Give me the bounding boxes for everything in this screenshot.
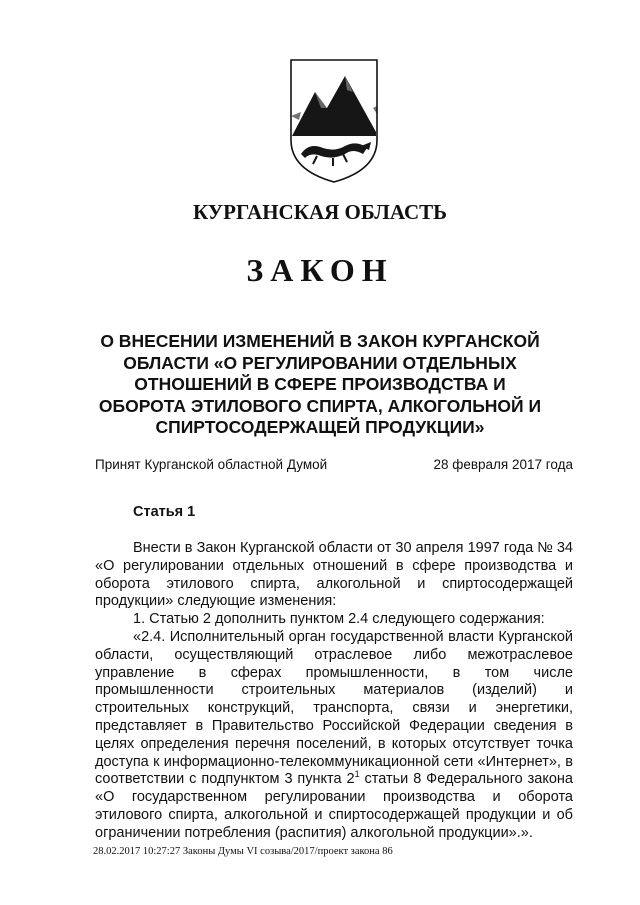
article-intro: Внести в Закон Курганской области от 30 апреля 1997 года № 34 «О регулировании отдельных отношений в сфере производства и оборота этилового спирта, алкогольной и спиртосодержащей продукции» следующие изменения:	[95, 540, 573, 610]
adopted-by: Принят Курганской областной Думой	[95, 457, 328, 472]
article-heading: Статья 1	[133, 504, 196, 520]
region-name: КУРГАНСКАЯ ОБЛАСТЬ	[192, 200, 448, 224]
adoption-date: 28 февраля 2017 года	[433, 457, 573, 472]
document-type-heading: ЗАКОН	[246, 252, 394, 288]
amendment-text	[95, 629, 573, 843]
article-item-1: 1. Статью 2 дополнить пунктом 2.4 следующего содержания:	[133, 611, 545, 628]
amendment-superscript: 1	[354, 769, 360, 780]
law-title: О ВНЕСЕНИИ ИЗМЕНЕНИЙ В ЗАКОН КУРГАНСКОЙ ОБЛАСТИ «О РЕГУЛИРОВАНИИ ОТДЕЛЬНЫХ ОТНОШЕНИЙ В СФЕРЕ ПРОИЗВОДСТВА И ОБОРОТА ЭТИЛОВОГО СПИРТА, АЛКОГОЛЬНОЙ И СПИРТОСОДЕРЖАЩЕЙ ПРОДУКЦИИ»	[98, 331, 542, 437]
amendment-text-part2: статьи 8 Федерального закона «О государственном регулировании производства и оборота этилового спирта, алкогольной и спиртосодержащей продукции и об ограничении потребления (распития) алкогольной продукции».».	[95, 771, 573, 841]
footer-stamp: 28.02.2017 10:27:27 Законы Думы VI созыва/2017/проект закона 86	[93, 846, 393, 857]
coat-of-arms-icon	[287, 56, 381, 184]
amendment-text-part1: «2.4. Исполнительный орган государственной власти Курганской области, осуществляющий отраслевое либо межотраслевое управление в сферах промышленности, в том числе промышленности строительных материалов (изделий) и строительных конструкций, транспорта, связи и энергетики, представляет в Правительство Российской Федерации сведения в целях определения перечня поселений, в которых отсутствует точка доступа к информационно-телекоммуникационной сети «Интернет», в соответствии с подпунктом 3 пункта 2	[95, 628, 573, 788]
article-body	[95, 540, 573, 843]
